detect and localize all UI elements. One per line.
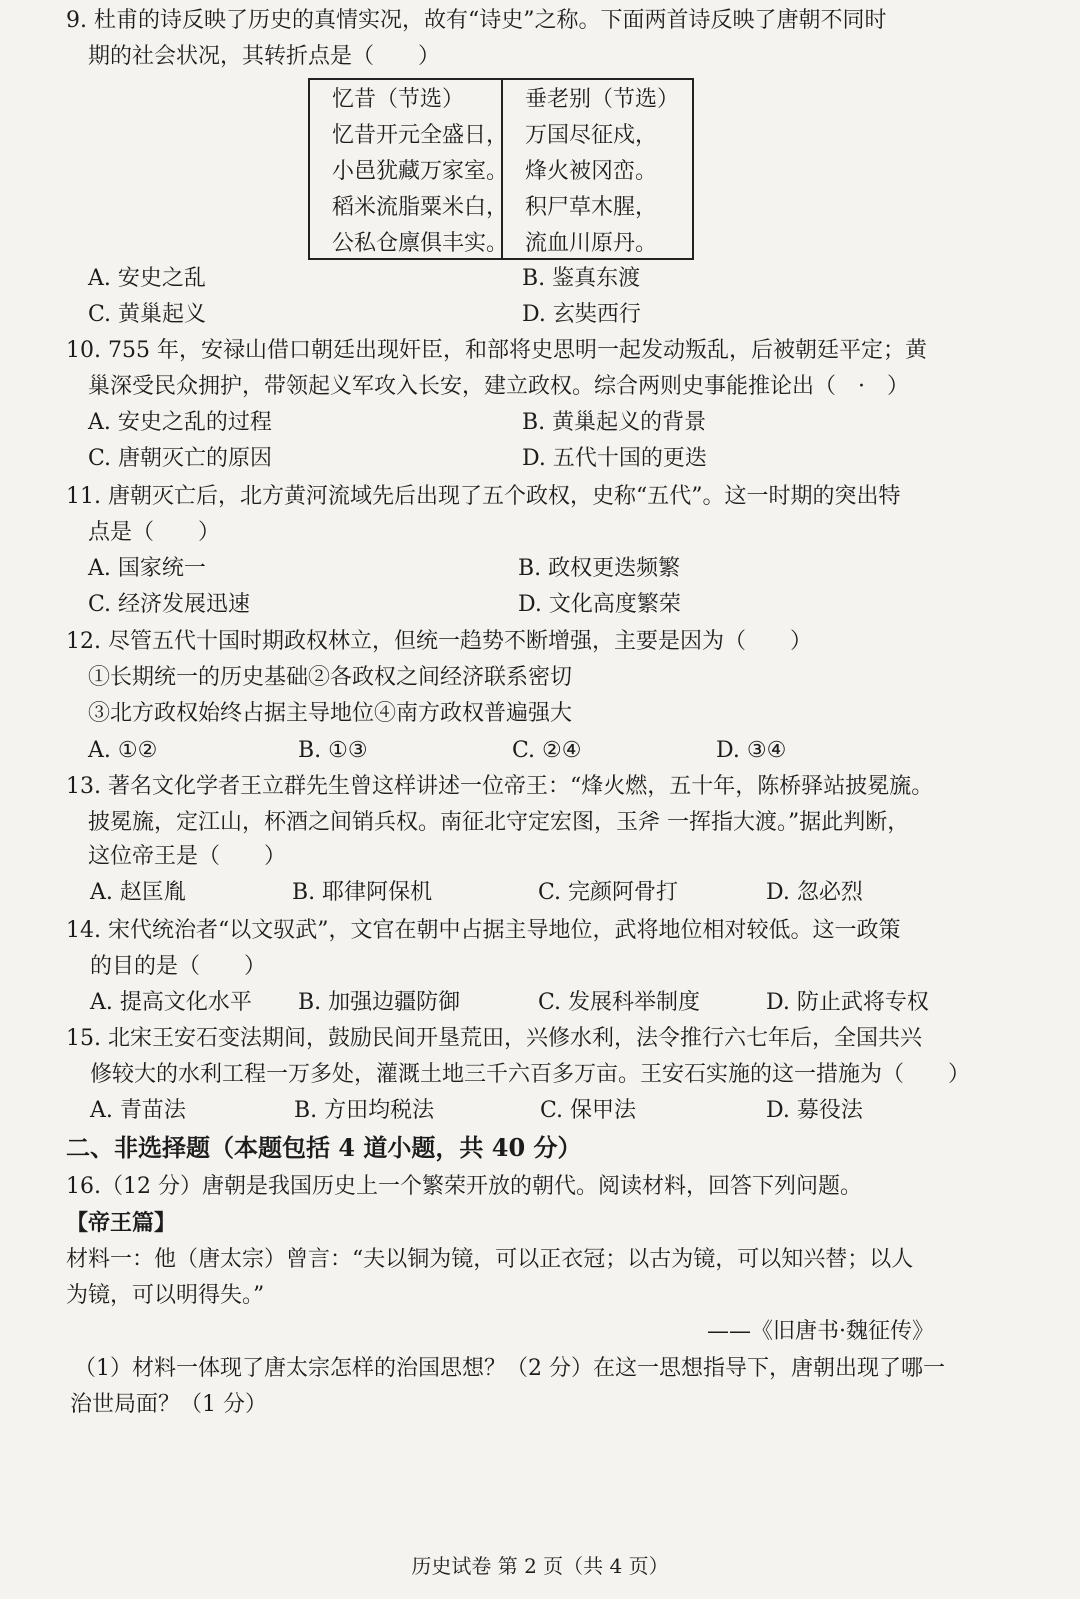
q9-option-c[interactable]: C. 黄巢起义 — [88, 302, 207, 327]
poem-left-line: 稻米流脂粟米白， — [332, 195, 509, 220]
q13-stem-line3: 这位帝王是（ ） — [88, 844, 287, 869]
poem-right-line: 烽火被冈峦。 — [525, 159, 658, 184]
q13-option-c[interactable]: C. 完颜阿骨打 — [538, 880, 679, 905]
q12-option-b[interactable]: B. ①③ — [298, 738, 368, 763]
q14-option-c[interactable]: C. 发展科举制度 — [538, 990, 701, 1015]
q12-stem-line2: ①长期统一的历史基础②各政权之间经济联系密切 — [88, 665, 573, 690]
q15-stem-line2: 修较大的水利工程一万多处，灌溉土地三千六百多万亩。王安石实施的这一措施为（ ） — [90, 1062, 971, 1087]
q14-stem-line2: 的目的是（ ） — [90, 954, 267, 979]
poem-right-line: 积尸草木腥， — [525, 195, 658, 220]
q13-stem-line1: 13. 著名文化学者王立群先生曾这样讲述一位帝王：“烽火燃，五十年，陈桥驿站披冕旒。 — [66, 774, 934, 799]
q13-stem-line2: 披冕旒，定江山，杯酒之间销兵权。南征北守定宏图，玉斧 一挥指大渡。”据此判断， — [88, 810, 910, 835]
poem-left — [310, 80, 509, 258]
material1-line1: 材料一：他（唐太宗）曾言：“夫以铜为镜，可以正衣冠；以古为镜，可以知兴替；以人 — [66, 1247, 914, 1272]
q11-option-d[interactable]: D. 文化高度繁荣 — [518, 592, 681, 617]
poem-right-title: 垂老别（节选） — [525, 87, 680, 112]
q14-option-a[interactable]: A. 提高文化水平 — [90, 990, 252, 1015]
q15-option-c[interactable]: C. 保甲法 — [540, 1098, 637, 1123]
q11-stem-line2: 点是（ ） — [88, 520, 221, 545]
material1-source: ——《旧唐书·魏征传》 — [707, 1319, 934, 1344]
poem-table — [308, 78, 694, 260]
q9-option-d[interactable]: D. 玄奘西行 — [522, 302, 641, 327]
q14-option-d[interactable]: D. 防止武将专权 — [766, 990, 929, 1015]
q14-stem-line1: 14. 宋代统治者“以文驭武”，文官在朝中占据主导地位，武将地位相对较低。这一政策 — [66, 918, 901, 943]
q10-option-d[interactable]: D. 五代十国的更迭 — [522, 446, 707, 471]
q13-option-a[interactable]: A. 赵匡胤 — [90, 880, 186, 905]
q16-subquestion-1-line2: 治世局面？（1 分） — [70, 1392, 267, 1417]
q9-option-a[interactable]: A. 安史之乱 — [88, 266, 206, 291]
q10-option-b[interactable]: B. 黄巢起义的背景 — [522, 410, 707, 435]
q10-stem-line2: 巢深受民众拥护，带领起义军攻入长安，建立政权。综合两则史事能推论出（ · ） — [88, 374, 909, 399]
q9-stem-line2: 期的社会状况，其转折点是（ ） — [88, 44, 441, 69]
q11-option-a[interactable]: A. 国家统一 — [88, 556, 206, 581]
poem-right-line: 流血川原丹。 — [525, 231, 658, 256]
q13-option-d[interactable]: D. 忽必烈 — [766, 880, 863, 905]
q16-subheading: 【帝王篇】 — [66, 1210, 177, 1236]
q15-option-b[interactable]: B. 方田均税法 — [294, 1098, 435, 1123]
q11-stem-line1: 11. 唐朝灭亡后，北方黄河流域先后出现了五个政权，史称“五代”。这一时期的突出特 — [66, 484, 901, 509]
q10-stem-line1: 10. 755 年，安禄山借口朝廷出现奸臣，和部将史思明一起发动叛乱，后被朝廷平定；黄 — [66, 338, 927, 363]
poem-right-line: 万国尽征戍， — [525, 123, 658, 148]
q9-stem-line1: 9. 杜甫的诗反映了历史的真情实况，故有“诗史”之称。下面两首诗反映了唐朝不同时 — [66, 8, 887, 33]
poem-right — [501, 80, 692, 258]
q12-stem-line1: 12. 尽管五代十国时期政权林立，但统一趋势不断增强，主要是因为（ ） — [66, 629, 812, 654]
q16-subquestion-1-line1: （1）材料一体现了唐太宗怎样的治国思想？（2 分）在这一思想指导下，唐朝出现了哪一 — [74, 1356, 945, 1381]
section-heading: 二、非选择题（本题包括 4 道小题，共 40 分） — [66, 1133, 582, 1162]
poem-left-title: 忆昔（节选） — [332, 87, 465, 112]
q9-option-b[interactable]: B. 鉴真东渡 — [522, 266, 641, 291]
q12-stem-line3: ③北方政权始终占据主导地位④南方政权普遍强大 — [88, 701, 573, 726]
q14-option-b[interactable]: B. 加强边疆防御 — [298, 990, 461, 1015]
q10-option-c[interactable]: C. 唐朝灭亡的原因 — [88, 446, 273, 471]
q16-stem: 16.（12 分）唐朝是我国历史上一个繁荣开放的朝代。阅读材料，回答下列问题。 — [66, 1174, 862, 1199]
poem-left-line: 小邑犹藏万家室。 — [332, 159, 509, 184]
q12-option-d[interactable]: D. ③④ — [716, 738, 787, 763]
poem-left-line: 忆昔开元全盛日， — [332, 123, 509, 148]
q15-option-a[interactable]: A. 青苗法 — [90, 1098, 186, 1123]
q15-option-d[interactable]: D. 募役法 — [766, 1098, 863, 1123]
q15-stem-line1: 15. 北宋王安石变法期间，鼓励民间开垦荒田，兴修水利，法令推行六七年后，全国共兴 — [66, 1026, 922, 1051]
poem-left-line: 公私仓廪俱丰实。 — [332, 231, 509, 256]
q12-option-a[interactable]: A. ①② — [88, 738, 158, 763]
page-footer: 历史试卷 第 2 页（共 4 页） — [411, 1554, 669, 1578]
material1-line2: 为镜，可以明得失。” — [66, 1283, 265, 1308]
q11-option-c[interactable]: C. 经济发展迅速 — [88, 592, 251, 617]
q10-option-a[interactable]: A. 安史之乱的过程 — [88, 410, 272, 435]
q11-option-b[interactable]: B. 政权更迭频繁 — [518, 556, 681, 581]
q12-option-c[interactable]: C. ②④ — [512, 738, 582, 763]
q13-option-b[interactable]: B. 耶律阿保机 — [292, 880, 433, 905]
